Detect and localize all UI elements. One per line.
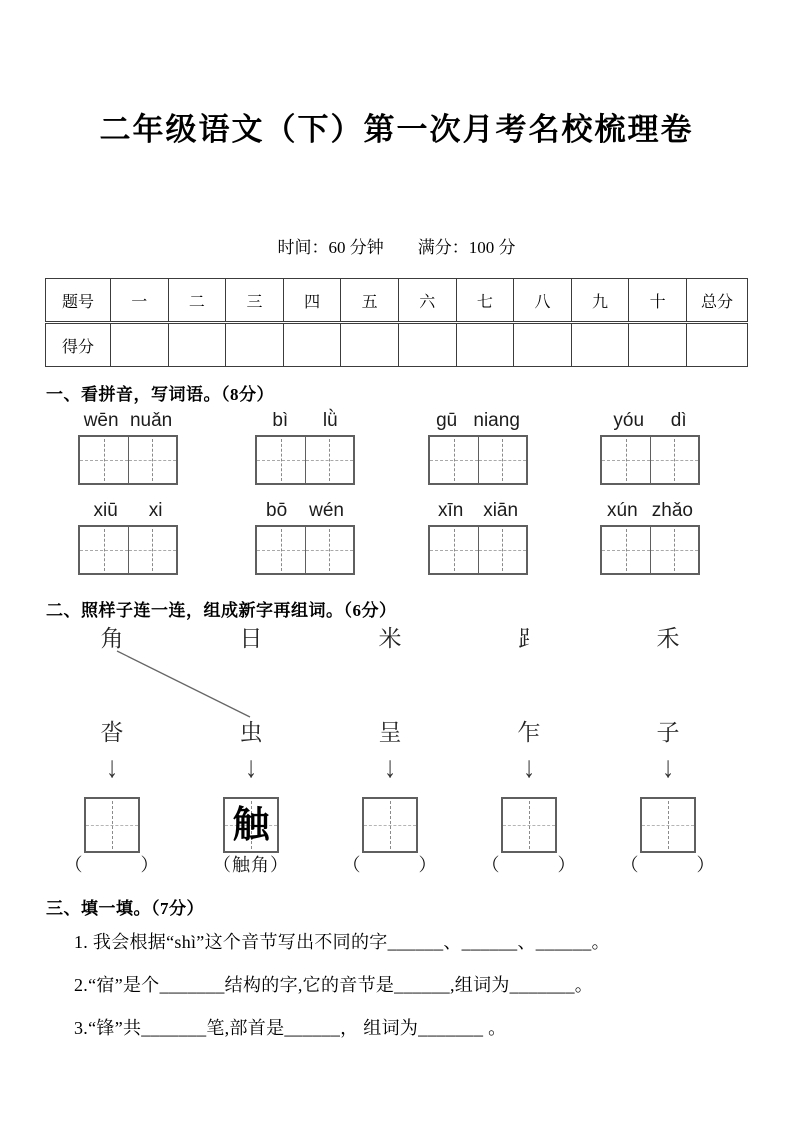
writing-boxes xyxy=(78,525,178,575)
fill-in-item-3: 3.“锋”共_______笔,部首是______， 组词为_______ 。 xyxy=(74,1018,507,1038)
component-char: 乍 xyxy=(517,720,541,745)
component-char: 日 xyxy=(239,626,263,651)
score-table-cell: 二 xyxy=(168,279,226,323)
writing-boxes xyxy=(78,435,178,485)
writing-cell xyxy=(305,437,354,483)
pinyin-group xyxy=(428,500,528,575)
arrow-row xyxy=(52,751,728,785)
pinyin-group xyxy=(600,410,700,485)
answer-writing-box xyxy=(501,797,557,853)
score-table-score-row xyxy=(46,323,748,367)
writing-cell xyxy=(128,527,177,573)
score-table xyxy=(45,278,748,367)
word-answer-blank: （ ） xyxy=(481,855,577,875)
score-table-cell: 五 xyxy=(341,279,399,323)
writing-boxes xyxy=(255,525,355,575)
pinyin-group xyxy=(78,500,178,575)
pinyin-group xyxy=(600,500,700,575)
writing-cell xyxy=(650,437,699,483)
pinyin-group xyxy=(78,410,178,485)
writing-cell xyxy=(478,437,527,483)
component-char: 角 xyxy=(100,626,124,651)
writing-cell xyxy=(602,527,650,573)
component-char: 禾 xyxy=(656,626,680,651)
writing-boxes xyxy=(428,435,528,485)
down-arrow-icon: ↓ xyxy=(523,751,535,785)
pinyin-syllable: wēn xyxy=(83,410,119,431)
writing-boxes xyxy=(255,435,355,485)
pinyin-syllable: xīn xyxy=(437,500,464,521)
component-char: ⻊ xyxy=(517,626,541,651)
answer-writing-box-example xyxy=(223,797,279,853)
component-char: 米 xyxy=(378,626,402,651)
score-input-cell xyxy=(111,323,169,367)
component-char: 虫 xyxy=(239,720,263,745)
score-input-cell xyxy=(341,323,399,367)
pinyin-syllable: xiān xyxy=(483,500,519,521)
writing-cell xyxy=(650,527,699,573)
score-table-cell: 十 xyxy=(629,279,687,323)
score-table-cell: 九 xyxy=(571,279,629,323)
pinyin-group xyxy=(255,410,355,485)
writing-cell xyxy=(80,527,128,573)
pinyin-syllable: xún xyxy=(607,500,638,521)
score-table-cell: 八 xyxy=(514,279,572,323)
pinyin-syllable: bì xyxy=(272,410,289,431)
pinyin-label xyxy=(78,500,178,522)
writing-cell xyxy=(430,527,478,573)
pinyin-syllable: zhǎo xyxy=(651,500,693,521)
writing-cell xyxy=(478,527,527,573)
down-arrow-icon: ↓ xyxy=(245,751,257,785)
down-arrow-icon: ↓ xyxy=(384,751,396,785)
writing-cell xyxy=(80,437,128,483)
word-answer-blank: （ ） xyxy=(64,855,160,875)
pinyin-syllable: nuǎn xyxy=(129,410,173,431)
score-table-header-row xyxy=(46,279,748,323)
pinyin-label xyxy=(255,410,355,432)
writing-cell xyxy=(602,437,650,483)
pinyin-label xyxy=(255,500,355,522)
score-table-cell: 六 xyxy=(398,279,456,323)
pinyin-syllable: dì xyxy=(670,410,687,431)
writing-cell xyxy=(430,437,478,483)
score-table-cell: 四 xyxy=(283,279,341,323)
answer-box-row xyxy=(52,797,728,853)
writing-cell xyxy=(305,527,354,573)
answer-writing-box xyxy=(362,797,418,853)
example-answer-char: 触 xyxy=(232,804,270,846)
component-char: 呈 xyxy=(378,720,402,745)
pinyin-label xyxy=(428,410,528,432)
score-row-label: 得分 xyxy=(46,323,111,367)
pinyin-syllable: yóu xyxy=(613,410,645,431)
answer-writing-box xyxy=(640,797,696,853)
pinyin-syllable: xiū xyxy=(93,500,118,521)
score-input-cell xyxy=(514,323,572,367)
word-answer-row xyxy=(52,851,728,877)
pinyin-syllable: niang xyxy=(473,410,520,431)
score-input-cell xyxy=(283,323,341,367)
pinyin-label xyxy=(600,410,700,432)
score-input-cell xyxy=(571,323,629,367)
section-three-heading: 三、填一填。（7分） xyxy=(46,899,204,918)
word-answer-example: （触角） xyxy=(213,855,289,875)
component-char: 子 xyxy=(656,720,680,745)
component-top-row xyxy=(52,620,728,653)
score-input-cell xyxy=(226,323,284,367)
fill-in-item-1: 1. 我会根据“shì”这个音节写出不同的字______、______、______。 xyxy=(74,932,610,952)
pinyin-label xyxy=(600,500,700,522)
pinyin-syllable: bō xyxy=(266,500,288,521)
pinyin-syllable: wén xyxy=(309,500,344,521)
writing-cell xyxy=(257,437,305,483)
score-input-cell xyxy=(456,323,514,367)
pinyin-syllable: lǜ xyxy=(322,410,338,431)
score-table-cell: 一 xyxy=(111,279,169,323)
score-input-cell xyxy=(168,323,226,367)
writing-cell xyxy=(257,527,305,573)
exam-meta xyxy=(0,233,793,258)
down-arrow-icon: ↓ xyxy=(662,751,674,785)
score-table-cell: 题号 xyxy=(46,279,111,323)
pinyin-syllable: gū xyxy=(436,410,458,431)
full-score-label: 满分：100 分 xyxy=(417,238,516,257)
fill-in-item-2: 2.“宿”是个_______结构的字,它的音节是______,组词为_______。 xyxy=(74,975,594,995)
time-limit-label: 时间：60 分钟 xyxy=(277,238,384,257)
score-input-cell xyxy=(629,323,687,367)
writing-boxes xyxy=(600,435,700,485)
section-two-heading: 二、照样子连一连，组成新字再组词。（6分） xyxy=(46,601,397,620)
component-bottom-row xyxy=(52,714,728,747)
score-table-cell: 七 xyxy=(456,279,514,323)
pinyin-group xyxy=(428,410,528,485)
down-arrow-icon: ↓ xyxy=(106,751,118,785)
score-table-cell: 三 xyxy=(226,279,284,323)
score-input-cell xyxy=(398,323,456,367)
word-answer-blank: （ ） xyxy=(620,855,716,875)
pinyin-label xyxy=(428,500,528,522)
answer-writing-box xyxy=(84,797,140,853)
pinyin-syllable: xi xyxy=(148,500,163,521)
writing-boxes xyxy=(428,525,528,575)
page-title: 二年级语文（下）第一次月考名校梳理卷 xyxy=(99,112,694,147)
writing-boxes xyxy=(600,525,700,575)
score-table-cell: 总分 xyxy=(687,279,748,323)
pinyin-label xyxy=(78,410,178,432)
score-input-cell xyxy=(687,323,748,367)
word-answer-blank: （ ） xyxy=(342,855,438,875)
writing-cell xyxy=(128,437,177,483)
pinyin-group xyxy=(255,500,355,575)
component-char: 沓 xyxy=(100,720,124,745)
section-one-heading: 一、看拼音，写词语。（8分） xyxy=(46,385,274,404)
